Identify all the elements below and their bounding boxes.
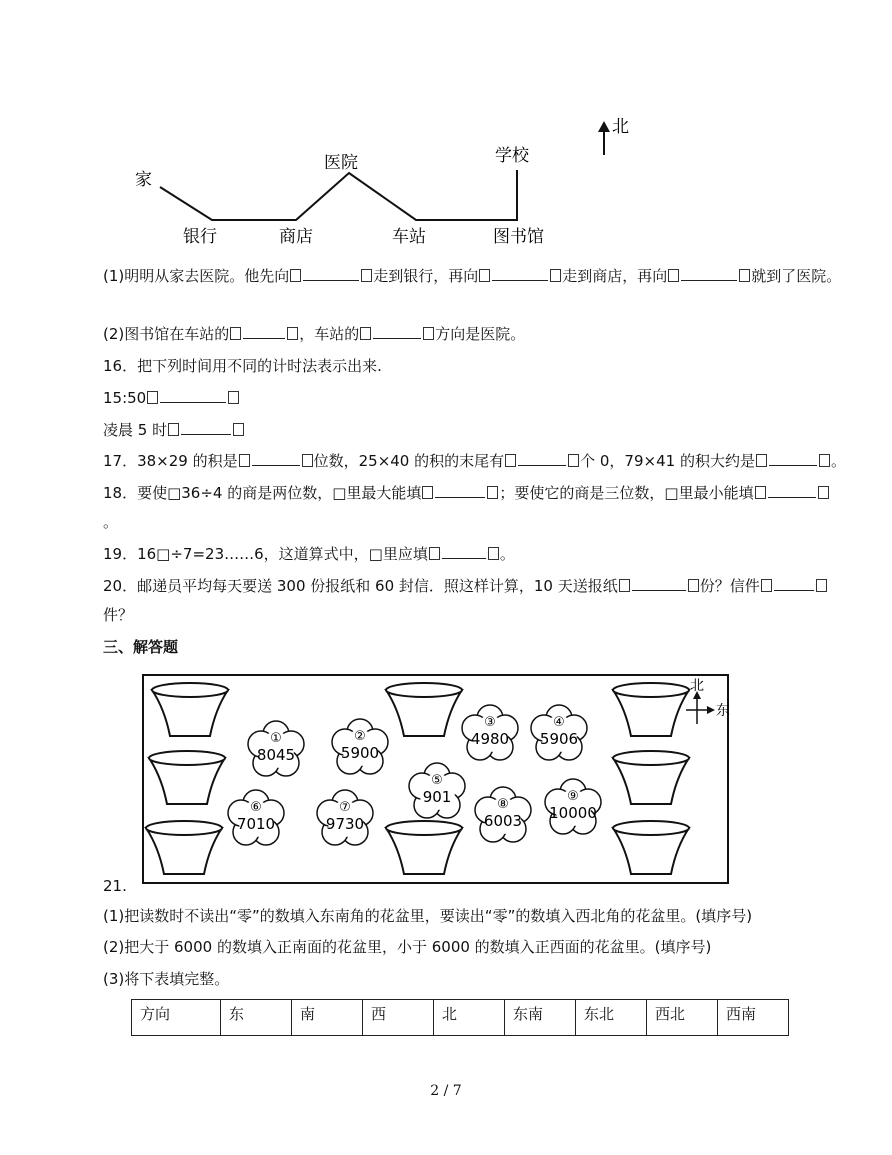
flower-4 <box>531 705 587 760</box>
place-school: 学校 <box>495 146 529 166</box>
flower-2-value: 5900 <box>340 744 380 762</box>
route-line <box>160 170 517 220</box>
direction-table <box>131 999 789 1036</box>
q15-part2: (2)图书馆在车站的 ，车站的 方向是医院。 <box>103 325 526 343</box>
place-station: 车站 <box>392 227 426 247</box>
compass-east-arrow-icon <box>707 706 715 714</box>
flower-5-id: ⑤ <box>431 773 443 788</box>
compass-east-label: 东 <box>716 703 730 719</box>
route-map-diagram <box>0 0 892 260</box>
table-header-cell: 东 <box>221 1000 292 1036</box>
flowerpot-diagram <box>0 668 892 888</box>
table-header-cell: 方向 <box>132 1000 221 1036</box>
flower-pot-west <box>149 751 225 804</box>
flower-3-id: ③ <box>484 715 496 730</box>
flower-2-id: ② <box>354 729 366 744</box>
compass-north-label: 北 <box>690 678 704 694</box>
answer-blank[interactable] <box>768 483 816 498</box>
flower-4-value: 5906 <box>539 730 579 748</box>
flower-pot-southwest <box>146 821 222 874</box>
north-label: 北 <box>612 117 629 137</box>
flower-pot-east <box>613 751 689 804</box>
place-home: 家 <box>135 170 152 190</box>
flower-9-value: 10000 <box>549 804 597 822</box>
table-header-cell: 北 <box>434 1000 505 1036</box>
answer-blank[interactable] <box>303 266 359 281</box>
q18-end: 。 <box>103 513 119 531</box>
answer-blank[interactable] <box>442 544 486 559</box>
q21-part2: (2)把大于 6000 的数填入正南面的花盆里，小于 6000 的数填入正西面的花盆里。(填序号) <box>103 938 712 956</box>
q16-title: 16．把下列时间用不同的计时法表示出来. <box>103 357 382 375</box>
flower-9-id: ⑨ <box>567 789 579 804</box>
flower-6-value: 7010 <box>236 815 276 833</box>
q18: 18．要使□36÷4 的商是两位数，□里最大能填 ；要使它的商是三位数，□里最小能填 <box>103 483 830 503</box>
flower-8-value: 6003 <box>483 812 523 830</box>
answer-blank[interactable] <box>518 451 566 466</box>
flower-1 <box>248 721 304 776</box>
q17: 17．38×29 的积是 位数，25×40 的积的末尾有 个 0，79×41 的积大约是 。 <box>103 452 846 470</box>
flower-3-value: 4980 <box>470 730 510 748</box>
table-header-cell: 西北 <box>647 1000 718 1036</box>
place-hospital: 医院 <box>324 153 358 173</box>
flower-pot-southeast <box>613 821 689 874</box>
answer-blank[interactable] <box>435 483 485 498</box>
flower-3 <box>462 705 518 760</box>
q20-end: 件？ <box>103 606 134 624</box>
table-row <box>132 1000 789 1036</box>
flower-7-value: 9730 <box>325 815 365 833</box>
answer-blank[interactable] <box>492 266 548 281</box>
place-store: 商店 <box>279 227 313 247</box>
flower-5 <box>409 763 465 818</box>
flower-4-id: ④ <box>553 715 565 730</box>
q21-number: 21. <box>103 877 127 895</box>
flower-1-id: ① <box>270 731 282 746</box>
flower-6 <box>228 790 284 845</box>
flower-pot-northeast <box>613 683 689 736</box>
flower-pot-northwest <box>152 683 228 736</box>
flower-pot-south <box>386 821 462 874</box>
table-header-cell: 西南 <box>718 1000 789 1036</box>
answer-blank[interactable] <box>681 266 737 281</box>
flower-6-id: ⑥ <box>250 800 262 815</box>
answer-blank[interactable] <box>181 420 231 435</box>
answer-blank[interactable] <box>774 576 814 591</box>
answer-blank[interactable] <box>243 324 285 339</box>
flower-9 <box>545 779 601 834</box>
answer-blank[interactable] <box>769 451 817 466</box>
q21-part3: (3)将下表填完整。 <box>103 970 230 988</box>
q15-part1: (1)明明从家去医院。他先向 走到银行，再向 走到商店，再向 就到了医院。 <box>103 267 842 285</box>
flower-7 <box>317 790 373 845</box>
north-arrowhead-icon <box>598 121 610 132</box>
place-library: 图书馆 <box>493 227 544 247</box>
answer-blank[interactable] <box>373 324 421 339</box>
q16-item1: 15:50 <box>103 388 240 408</box>
table-header-cell: 东北 <box>576 1000 647 1036</box>
flower-pot-north <box>386 683 462 736</box>
flower-7-id: ⑦ <box>339 800 351 815</box>
flower-1-value: 8045 <box>256 746 296 764</box>
q16-item2: 凌晨 5 时 <box>103 420 245 440</box>
flower-5-value: 901 <box>422 788 452 806</box>
answer-blank[interactable] <box>632 576 686 591</box>
answer-blank[interactable] <box>160 388 226 403</box>
section-heading: 三、解答题 <box>103 638 179 656</box>
q20: 20．邮递员平均每天要送 300 份报纸和 60 封信．照这样计算，10 天送报纸 份？信件 <box>103 576 828 596</box>
flower-2 <box>332 719 388 774</box>
answer-blank[interactable] <box>252 451 300 466</box>
q19: 19．16□÷7=23……6，这道算式中，□里应填 。 <box>103 545 515 563</box>
table-header-cell: 南 <box>292 1000 363 1036</box>
place-bank: 银行 <box>183 227 217 247</box>
q21-part1: (1)把读数时不读出“零”的数填入东南角的花盆里，要读出“零”的数填入西北角的花盆里。(填序号) <box>103 907 753 925</box>
page-number: 2 / 7 <box>430 1083 462 1099</box>
flower-8-id: ⑧ <box>497 797 509 812</box>
flower-8 <box>475 787 531 842</box>
table-header-cell: 西 <box>363 1000 434 1036</box>
table-header-cell: 东南 <box>505 1000 576 1036</box>
